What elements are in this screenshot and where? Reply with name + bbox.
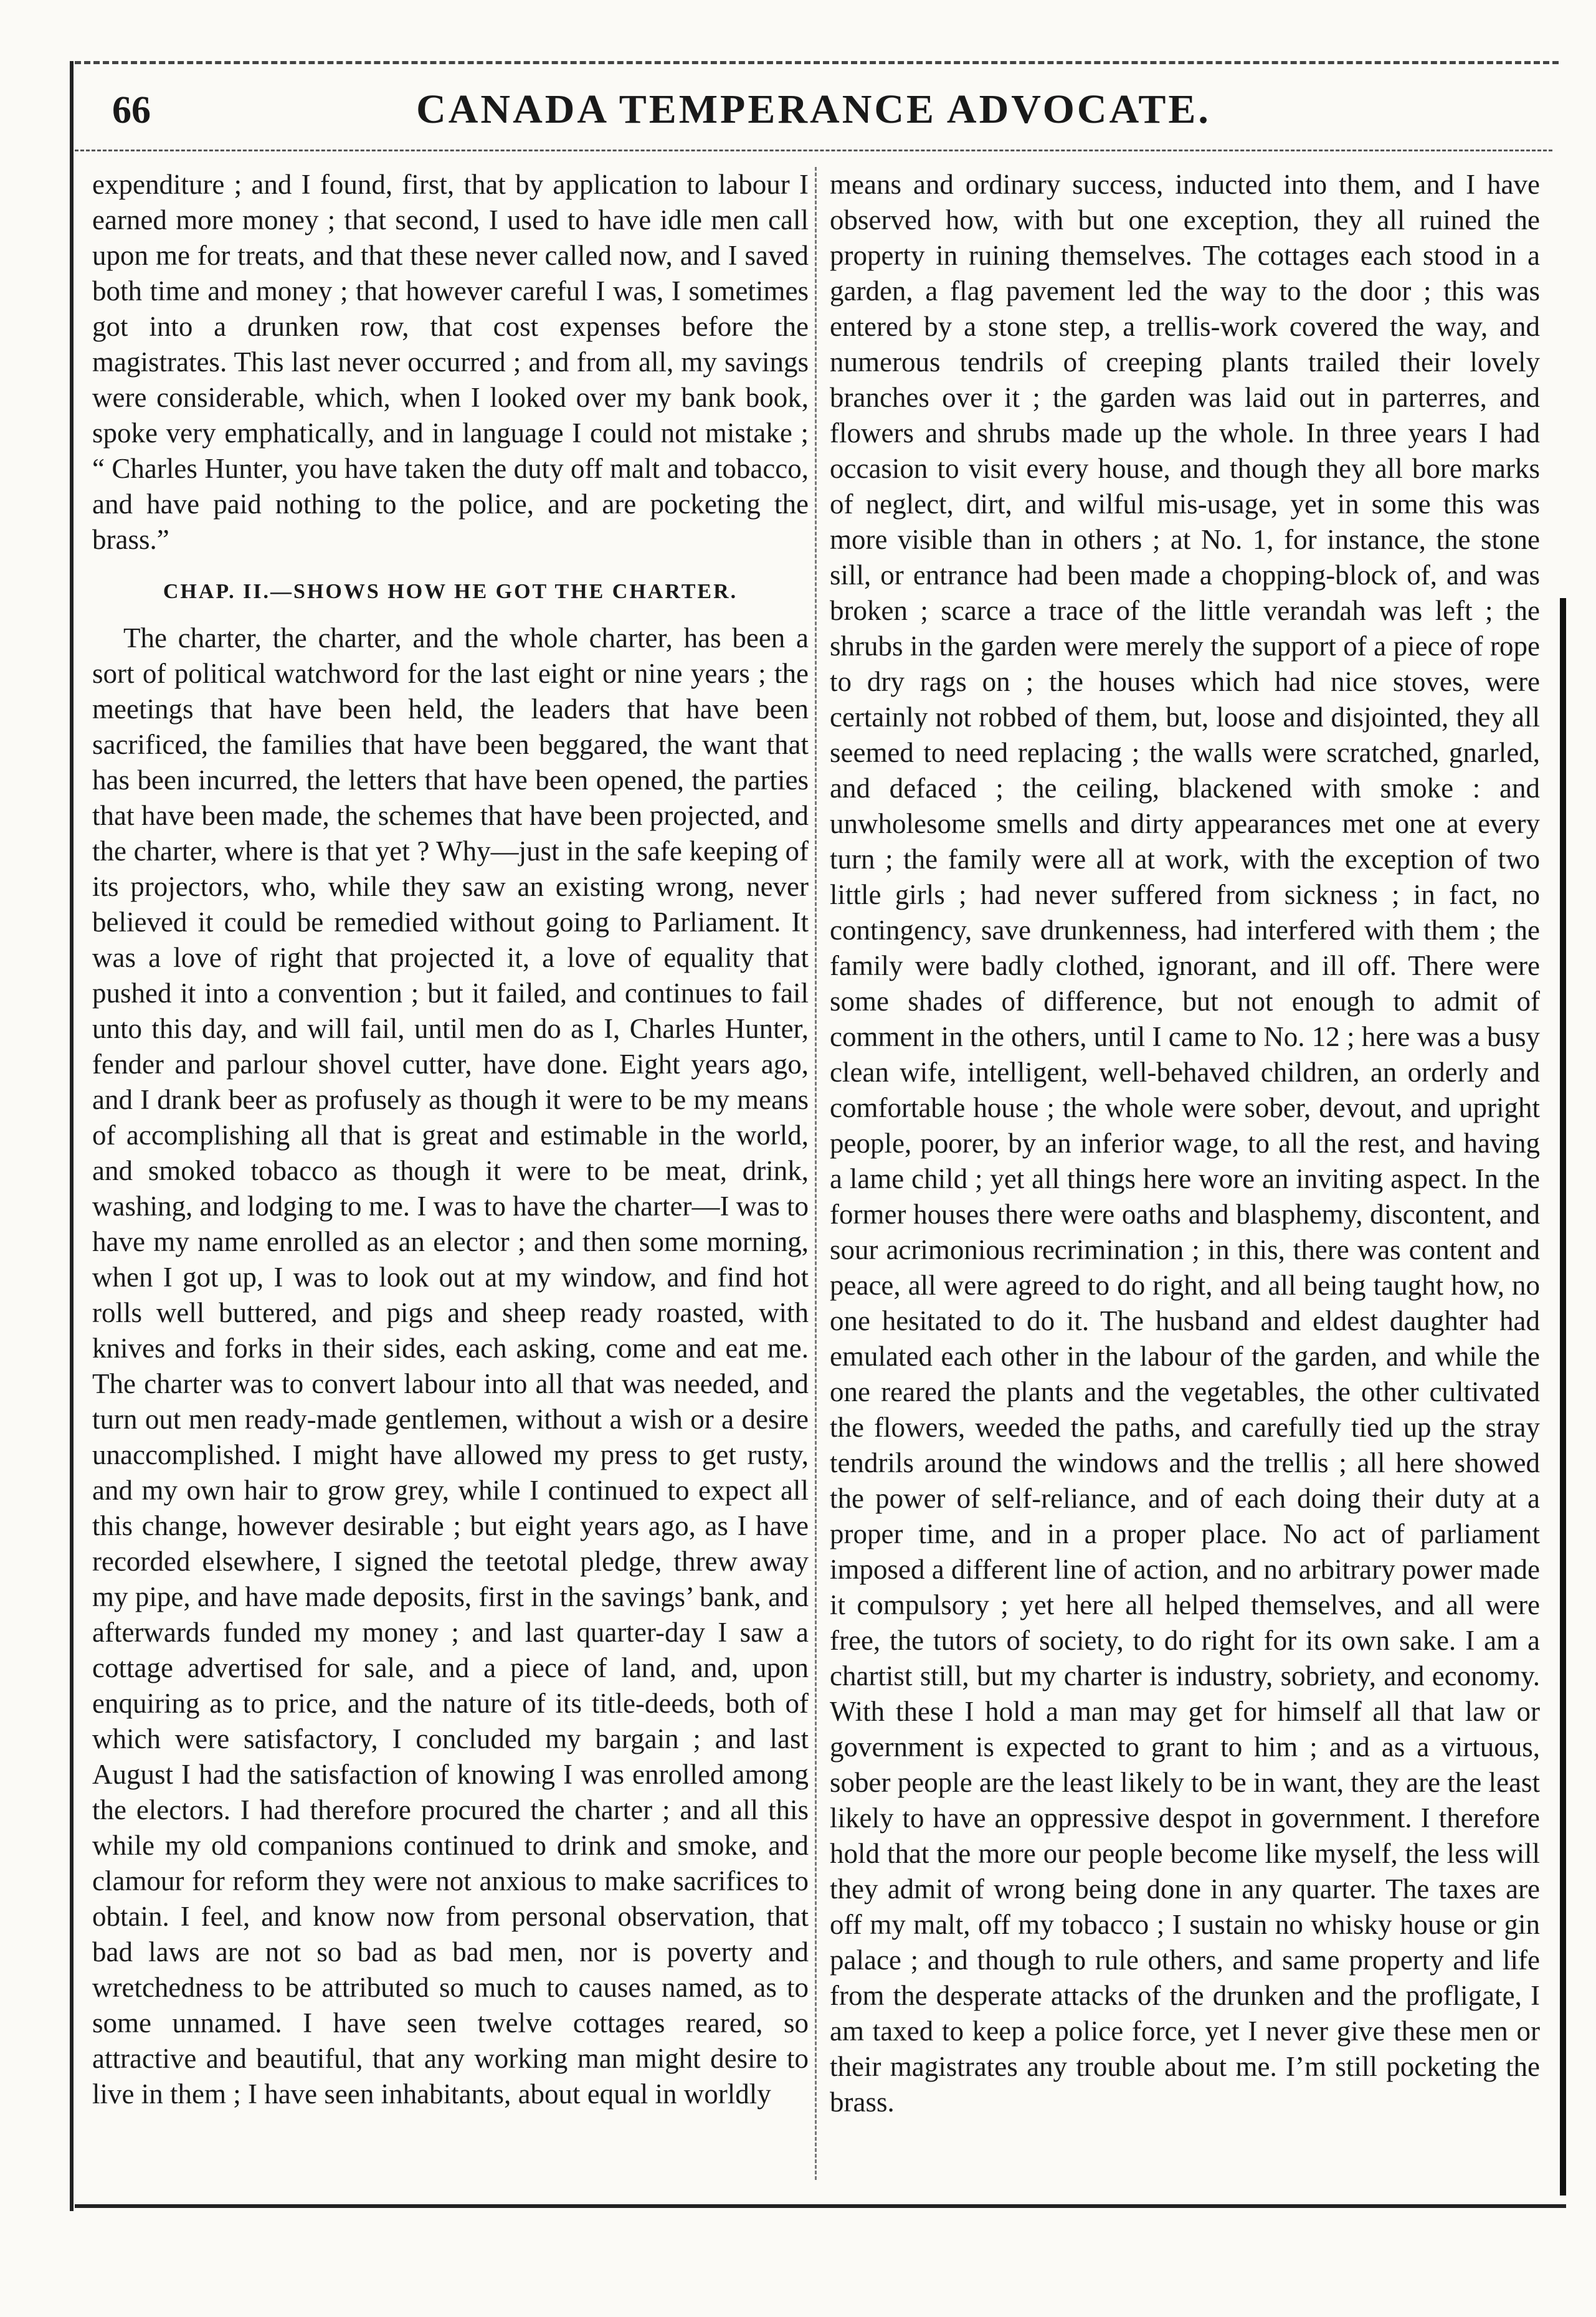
left-paragraph-1: expenditure ; and I found, first, that by application to labour I earned more money ; that second, I used to have idle men call upon me for treats, and that these never called now, and I saved both time and money ; that however careful I was, I sometimes got into a drunken row, that cost expenses before the magistrates. This last never occurred ; and from all, my savings were considerable, which, when I looked over my bank book, spoke very emphatically, and in language I could not mistake ; “ Charles Hunter, you have taken the duty off malt and tobacco, and have paid nothing to the police, and are pocketing the brass.” [92, 169, 809, 555]
chapter-heading: CHAP. II.—SHOWS HOW HE GOT THE CHARTER. [163, 580, 738, 603]
right-paragraph-1: means and ordinary success, inducted into them, and I have observed how, with but one exception, they all ruined the property in ruining themselves. The cottages each stood in a garden, a flag pavement led the way to the door ; this was entered by a stone step, a trellis-work covered the way, and numerous tendrils of creeping plants trailed their lovely branches over it ; the garden was laid out in parterres, and flowers and shrubs made up the whole. In three years I had occasion to visit every house, and though they all bore marks of neglect, dirt, and wilful mis-usage, yet in some this was more visible than in others ; at No. 1, for instance, the stone sill, or entrance had been made a chopping-block of, and was broken ; scarce a trace of the little verandah was left ; the shrubs in the garden were merely the support of a piece of rope to dry rags on ; the houses which had nice stoves, were certainly not robbed of them, but, loose and disjointed, they all seemed to need replacing ; the walls were scratched, gnarled, and defaced ; the ceiling, blackened with smoke : and unwholesome smells and dirty appearances met one at every turn ; the family were all at work, with the exception of two little girls ; had never suffered from sickness ; in fact, no contingency, save drunkenness, had interfered with them ; the family were badly clothed, ignorant, and ill off. There were some shades of difference, but not enough to admit of comment in the others, until I came to No. 12 ; here was a busy clean wife, intelligent, well-behaved children, an orderly and comfortable house ; the whole were sober, devout, and upright people, poorer, by an inferior wage, to all the rest, and having a lame child ; yet all things here wore an inviting aspect. In the former houses there were oaths and blasphemy, discontent, and sour acrimonious recrimination ; in this, there was content and peace, all were agreed to do right, and all being taught how, no one hesitated to do it. The husband and eldest daughter had emulated each other in the labour of the garden, and while the one reared the plants and the vegetables, the other cultivated the flowers, weeded the paths, and carefully tied up the stray tendrils around the windows and the trellis ; all here showed the power of self-reliance, and of each doing their duty at a proper time, and in a proper place. No act of parliament imposed a different line of action, and no arbitrary power made it compulsory ; yet here all helped themselves, and all were free, the tutors of society, to do right for its own sake. I am a chartist still, but my charter is industry, sobriety, and economy. With these I hold a man may get for himself all that law or government is expected to grant to him ; and as a virtuous, sober people are the least likely to be in want, they are the least likely to have an oppressive despot in government. I therefore hold that the more our people become like myself, the less will they admit of wrong being done in any quarter. The taxes are off my malt, off my tobacco ; I sustain no whisky house or gin palace ; and though to rule others, and same property and life from the desperate attacks of the drunken and the profligate, I am taxed to keep a police force, yet I never give these men or their magistrates any trouble about me. I’m still pocketing the brass. [830, 169, 1541, 2118]
right-column [830, 167, 1540, 2120]
bottom-border-rule [75, 2204, 1566, 2208]
left-paragraph-2: The charter, the charter, and the whole charter, has been a sort of political watchword for the last eight or nine years ; the meetings that have been held, the leaders that have been sacrificed, the families that have been beggared, the want that has been incurred, the letters that have been opened, the parties that have been made, the schemes that have been projected, and the charter, where is that yet ? Why—just in the safe keeping of its projectors, who, while they saw an existing wrong, never believed it could be remedied without going to Parliament. It was a love of right that projected it, a love of equality that pushed it into a convention ; but it failed, and continues to fail unto this day, and will fail, until men do as I, Charles Hunter, fender and parlour shovel cutter, have done. Eight years ago, and I drank beer as profusely as though it were to be my means of accomplishing all that is great and estimable in the world, and smoked tobacco as though it were to be meat, drink, washing, and lodging to me. I was to have the charter—I was to have my name enrolled as an elector ; and then some morning, when I got up, I was to look out at my window, and find hot rolls well buttered, and pigs and sheep ready roasted, with knives and forks in their sides, each asking, come and eat me. The charter was to convert labour into all that was needed, and turn out men ready-made gentlemen, without a wish or a desire unaccomplished. I might have allowed my press to get rusty, and my own hair to grow grey, while I continued to expect all this change, however desirable ; but eight years ago, as I have recorded elsewhere, I signed the teetotal pledge, threw away my pipe, and have made deposits, first in the savings’ bank, and afterwards funded my money ; and last quarter-day I saw a cottage advertised for sale, and a piece of land, and, upon enquiring as to price, and the nature of its title-deeds, both of which were satisfactory, I concluded my bargain ; and last August I had the satisfaction of knowing I was enrolled among the electors. I had therefore procured the charter ; and all this while my old companions continued to drink and smoke, and clamour for reform they were not anxious to make sacrifices to obtain. I feel, and know now from personal observation, that bad laws are not so bad as bad men, nor is poverty and wretchedness to be attributed so much to causes named, as to some unnamed. I have seen twelve cottages reared, so attractive and beautiful, that any working man might desire to live in them ; I have seen inhabitants, about equal in worldly [92, 622, 809, 2110]
page-header [87, 81, 1540, 150]
right-border-rule [1560, 598, 1566, 2196]
top-border-rule [75, 61, 1559, 64]
page-number: 66 [112, 89, 151, 131]
header-divider [75, 150, 1552, 151]
left-column [92, 167, 809, 2112]
column-divider [815, 167, 817, 2180]
running-title: CANADA TEMPERANCE ADVOCATE. [416, 87, 1211, 132]
left-border-rule [70, 61, 74, 2211]
